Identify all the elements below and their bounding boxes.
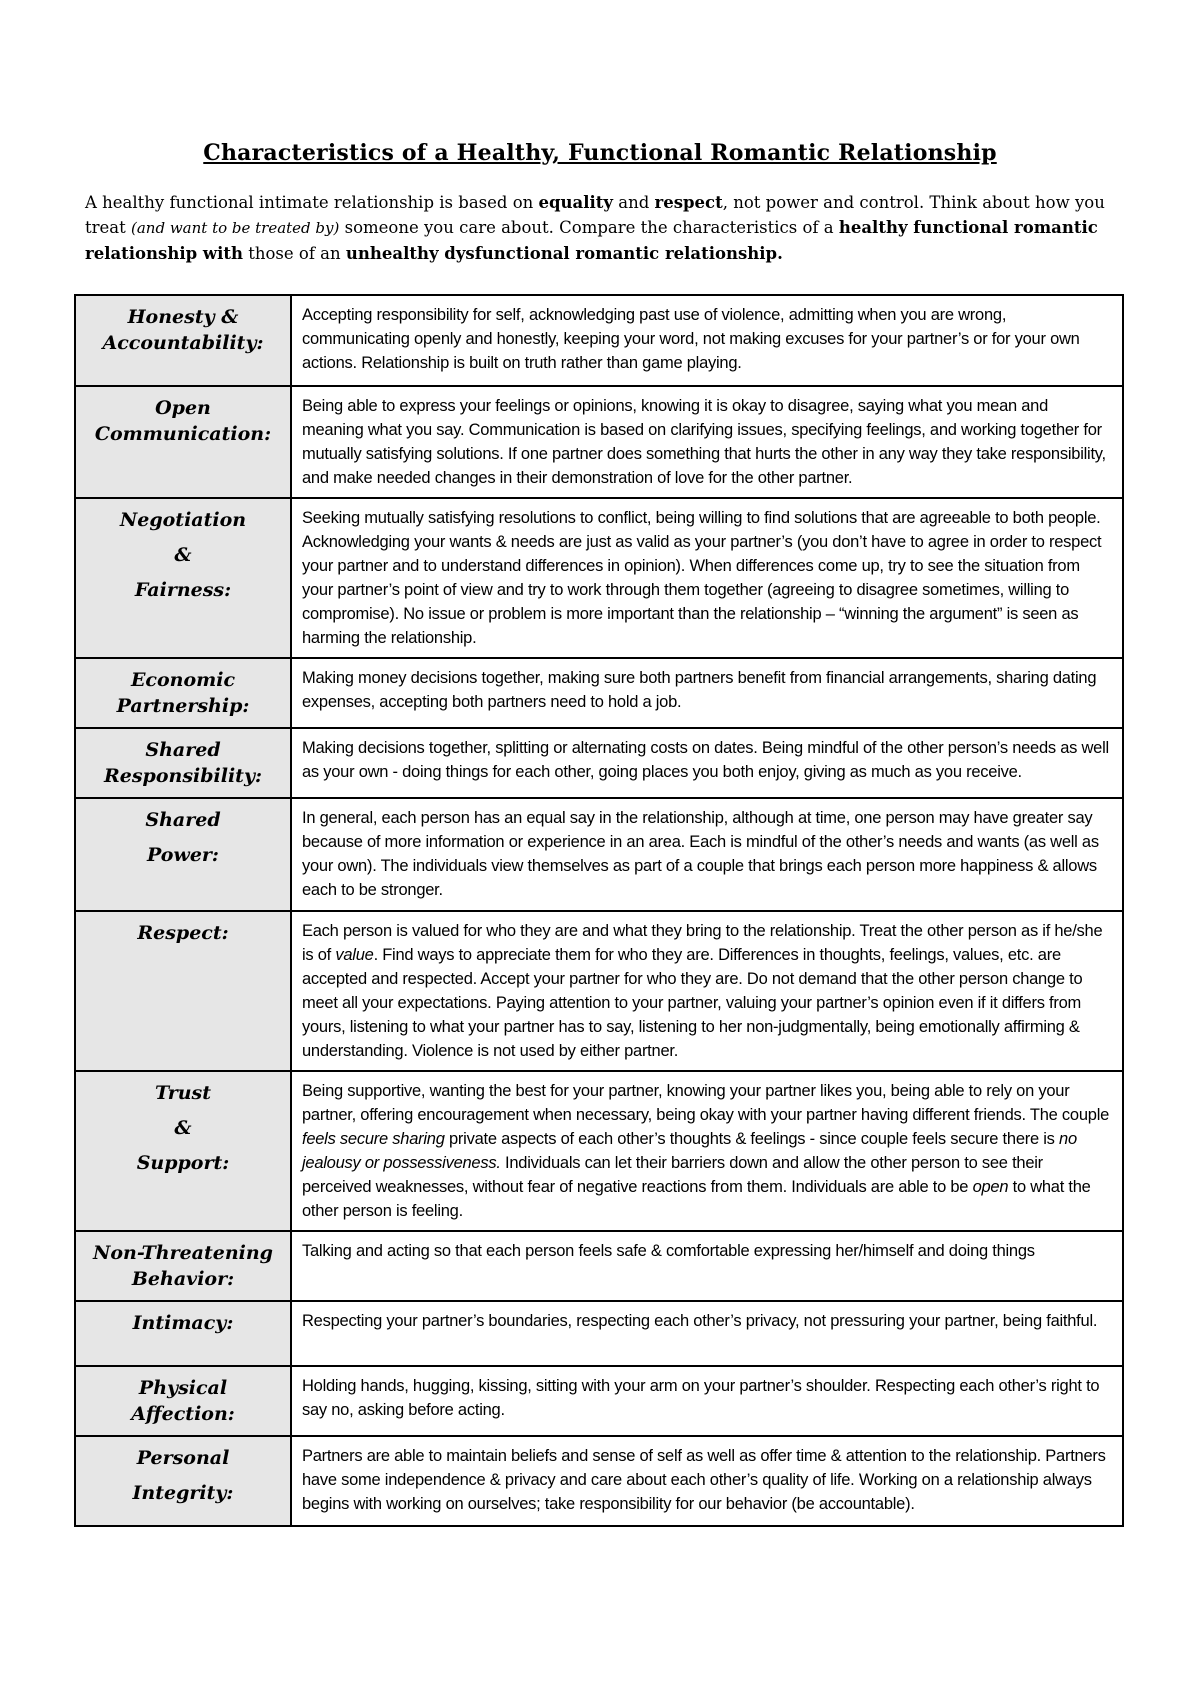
label-line: Non-Threatening	[93, 1242, 273, 1264]
intro-respect: respect	[654, 193, 723, 212]
characteristic-label	[75, 911, 291, 1071]
table-row	[75, 1366, 1123, 1436]
label-line: Integrity:	[132, 1482, 234, 1504]
intro-paragraph	[85, 190, 1125, 266]
label-line: Accountability:	[102, 332, 264, 354]
characteristic-label	[75, 798, 291, 911]
intro-unhealthy: unhealthy dysfunctional romantic relationship.	[345, 244, 783, 263]
label-line: Personal	[136, 1447, 230, 1469]
characteristic-label	[75, 1366, 291, 1436]
table-row	[75, 498, 1123, 658]
label-line: Trust	[154, 1082, 212, 1104]
label-line: Power:	[147, 844, 219, 866]
table-row	[75, 728, 1123, 798]
desc-segment: Being supportive, wanting the best for your partner, knowing your partner likes you, being able to rely on your partner, offering encouragement when necessary, being okay with your partner having different friends. The couple	[302, 1082, 1110, 1124]
intro-and: and	[612, 193, 655, 212]
characteristic-label	[75, 1071, 291, 1231]
intro-healthy: healthy functional romantic relationship with	[85, 218, 1098, 263]
characteristic-label	[75, 498, 291, 658]
characteristic-description: Respecting your partner’s boundaries, respecting each other’s privacy, not pressuring your partner, being faithful.	[291, 1301, 1123, 1366]
characteristic-description: Being able to express your feelings or opinions, knowing it is okay to disagree, saying what you mean and meaning what you say. Communication is based on clarifying issues, specifying feelings, and working together for mutually satisfying solutions. If one partner does something that hurts the other in any way they take responsibility, and make needed changes in their demonstration of love for the other partner.	[291, 386, 1123, 498]
desc-segment: to what the other person is feeling.	[302, 1178, 1091, 1220]
characteristic-description: Accepting responsibility for self, acknowledging past use of violence, admitting when you are wrong, communicating openly and honestly, keeping your word, not making excuses for your partner’s or for your own actions. Relationship is built on truth rather than game playing.	[291, 295, 1123, 386]
characteristic-label	[75, 1231, 291, 1301]
table-row	[75, 1231, 1123, 1301]
characteristic-description: Talking and acting so that each person feels safe & comfortable expressing her/himself and doing things	[291, 1231, 1123, 1301]
label-line: Affection:	[131, 1403, 235, 1425]
characteristic-description	[291, 1071, 1123, 1231]
characteristic-description: Making money decisions together, making sure both partners benefit from financial arrangements, sharing dating expenses, accepting both partners need to hold a job.	[291, 658, 1123, 728]
label-line: Partnership:	[116, 695, 250, 717]
characteristic-description: In general, each person has an equal say in the relationship, although at time, one person may have greater say because of more information or experience in an area. Each is mindful of the other’s needs and wants (as well as your own). The individuals view themselves as part of a couple that brings each person more happiness & allows each to be stronger.	[291, 798, 1123, 911]
intro-text-2: , not power and control. Think about how you treat	[85, 193, 1105, 237]
label-line: Open	[155, 397, 211, 419]
characteristic-description	[291, 911, 1123, 1071]
label-line: Respect:	[137, 922, 229, 944]
label-line: Honesty &	[127, 306, 239, 328]
label-line: Fairness:	[134, 579, 232, 601]
characteristic-label	[75, 1436, 291, 1526]
desc-emphasis: feels secure sharing	[302, 1130, 445, 1148]
label-line: Shared	[145, 739, 221, 761]
intro-text-3: someone you care about. Compare the characteristics of a	[339, 218, 839, 237]
characteristic-description: Seeking mutually satisfying resolutions to conflict, being willing to find solutions that are agreeable to both people. Acknowledging your wants & needs are just as valid as your partner’s (you don’t have to agree in order to respect your partner and to understand differences in opinion). When differences come up, try to see the situation from your partner’s point of view and try to work through them together (agreeing to disagree sometimes, willing to compromise). No issue or problem is more important than the relationship – “winning the argument” is seen as harming the relationship.	[291, 498, 1123, 658]
desc-emphasis: open	[972, 1178, 1009, 1196]
table-row	[75, 1071, 1123, 1231]
desc-segment: Each person is valued for who they are and what they bring to the relationship. Treat the other person as if he/she is of	[302, 922, 1103, 964]
table-row	[75, 1301, 1123, 1366]
characteristic-label	[75, 658, 291, 728]
intro-equality: equality	[538, 193, 613, 212]
label-line: Responsibility:	[103, 765, 263, 787]
desc-emphasis: value	[335, 946, 374, 964]
characteristic-label	[75, 295, 291, 386]
desc-emphasis: no jealousy or possessiveness.	[302, 1130, 1077, 1172]
characteristic-label	[75, 386, 291, 498]
intro-treated: (and want to be treated by)	[131, 219, 340, 237]
characteristic-label	[75, 728, 291, 798]
label-line: Communication:	[94, 423, 272, 445]
label-line: Economic	[130, 669, 236, 691]
label-line: &	[174, 1117, 192, 1139]
characteristics-table	[74, 294, 1124, 1527]
table-row	[75, 911, 1123, 1071]
table-row	[75, 1436, 1123, 1526]
desc-segment: . Find ways to appreciate them for who they are. Differences in thoughts, feelings, values, etc. are accepted and respected. Accept your partner for who they are. Do not demand that the other person change to meet all your expectations. Paying attention to your partner, valuing your partner’s opinion even if it differs from yours, listening to what your partner has to say, listening to her non-judgmentally, being emotionally affirming & understanding. Violence is not used by either partner.	[302, 946, 1083, 1060]
characteristic-label	[75, 1301, 291, 1366]
label-line: &	[174, 544, 192, 566]
label-line: Intimacy:	[132, 1312, 234, 1334]
table-row	[75, 658, 1123, 728]
intro-text-1: A healthy functional intimate relationship is based on	[85, 193, 539, 212]
characteristic-description: Making decisions together, splitting or alternating costs on dates. Being mindful of the other person’s needs as well as your own - doing things for each other, going places you both enjoy, giving as much as you receive.	[291, 728, 1123, 798]
label-line: Behavior:	[131, 1268, 235, 1290]
desc-segment: Individuals can let their barriers down and allow the other person to see their perceived weaknesses, without fear of negative reactions from them. Individuals are able to be	[302, 1154, 1043, 1196]
table-row	[75, 295, 1123, 386]
label-line: Support:	[136, 1152, 230, 1174]
page-title: Characteristics of a Healthy, Functional Romantic Relationship	[203, 140, 997, 166]
table-row	[75, 798, 1123, 911]
characteristic-description: Holding hands, hugging, kissing, sitting with your arm on your partner’s shoulder. Respecting each other’s right to say no, asking before acting.	[291, 1366, 1123, 1436]
desc-segment: private aspects of each other’s thoughts & feelings - since couple feels secure there is	[444, 1130, 1060, 1148]
label-line: Shared	[145, 809, 221, 831]
table-row	[75, 386, 1123, 498]
characteristic-description: Partners are able to maintain beliefs and sense of self as well as offer time & attention to the relationship. Partners have some independence & privacy and care about each other’s quality of life. Working on a relationship always begins with working on ourselves; take responsibility for our behavior (be accountable).	[291, 1436, 1123, 1526]
intro-text-4: those of an	[242, 244, 346, 263]
label-line: Negotiation	[119, 509, 247, 531]
label-line: Physical	[138, 1377, 228, 1399]
